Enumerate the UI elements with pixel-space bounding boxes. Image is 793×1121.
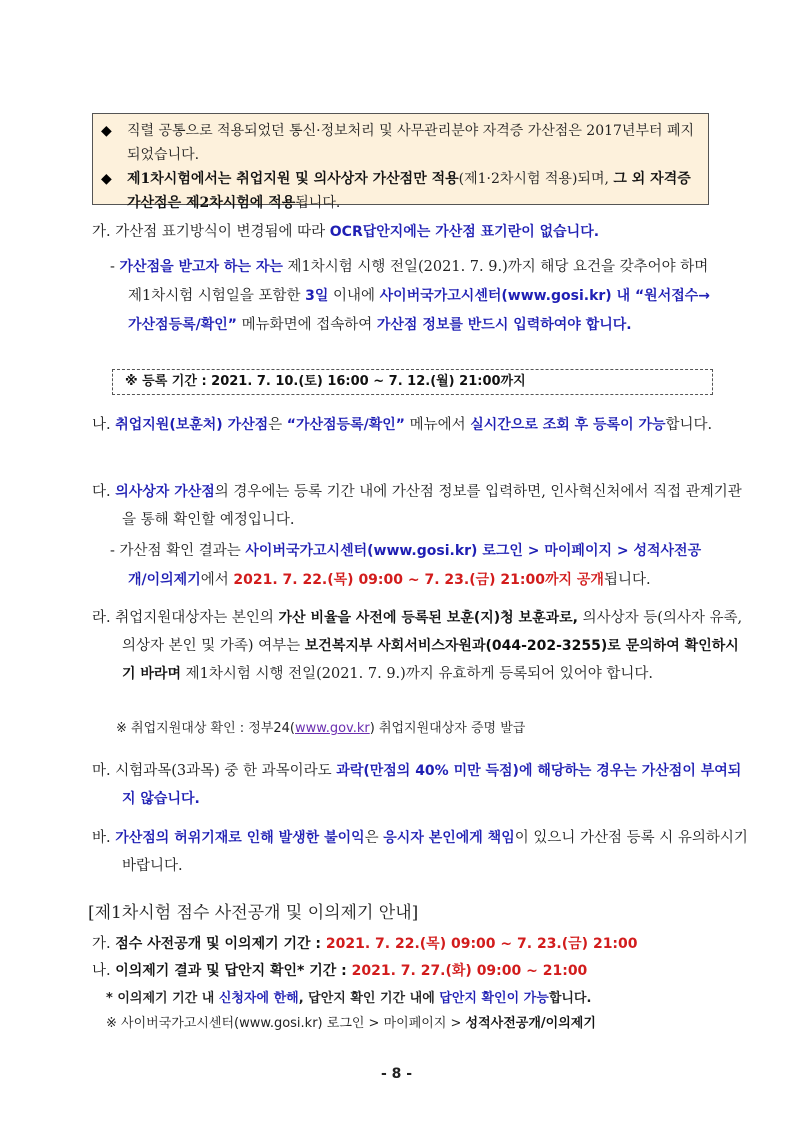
- note-text: 합니다.: [548, 991, 592, 1006]
- item-text: 가. 가산점 표기방식이 변경됨에 따라: [92, 224, 330, 240]
- item-text: 이내에: [328, 288, 380, 304]
- note-text: ※ 취업지원대상 확인 : 정부24(: [116, 721, 295, 736]
- item-text: 제1차시험 시행 전일(2021. 7. 9.)까지 유효하게 등록되어 있어야 합니다.: [180, 666, 653, 682]
- registration-period: ※ 등록 기간 : 2021. 7. 10.(토) 16:00 ~ 7. 12.(월) 21:00까지: [112, 369, 713, 395]
- diamond-bullet-icon: ◆: [101, 171, 112, 187]
- item-highlight: 실시간으로 조회 후 등록이 가능: [470, 417, 666, 433]
- section-note-1: [106, 988, 591, 1010]
- item-highlight: 가산점 정보를 반드시 입력하여야 합니다.: [376, 317, 632, 333]
- note-text: ) 취업지원대상자 증명 발급: [369, 721, 526, 736]
- notice-text: 직렬 공통으로 적용되었던 통신·정보처리 및 사무관리분야 자격증 가산점은 2017년부터 폐지되었습니다.: [127, 123, 694, 163]
- item-red-highlight: 2021. 7. 22.(목) 09:00 ~ 7. 23.(금) 21:00: [325, 936, 638, 952]
- gov-link[interactable]: www.gov.kr: [295, 721, 370, 736]
- section-title: [제1차시험 점수 사전공개 및 이의제기 안내]: [88, 903, 419, 923]
- item-text: 메뉴에서: [404, 417, 471, 433]
- item-ma: [92, 757, 748, 813]
- item-text: 메뉴화면에 접속하여: [236, 317, 377, 333]
- item-ba: [92, 824, 748, 880]
- item-highlight: 가산점의 허위기재로 인해 발생한 불이익: [115, 830, 365, 846]
- notice-text: (제1·2차시험 적용)되며,: [458, 171, 609, 187]
- item-text: 라. 취업지원대상자는 본인의: [92, 610, 279, 626]
- item-ra: [92, 604, 748, 688]
- note-text: , 답안지 확인 기간 내에: [298, 991, 440, 1006]
- item-highlight: 과락(만점의 40% 미만 득점)에 해당하는 경우는 가산점이 부여되지 않습니다.: [122, 763, 742, 807]
- section-item-ga: [92, 930, 718, 958]
- notice-bold-text: 그 외 자격증 가산점은 제2차시험에 적용: [127, 171, 691, 211]
- note-bold: 성적사전공개/이의제기: [465, 1016, 596, 1031]
- item-text: 됩니다.: [603, 572, 651, 588]
- note-highlight: 답안지 확인이 가능: [439, 991, 549, 1006]
- item-highlight: 3일: [305, 288, 329, 304]
- item-text: 의 경우에는 등록 기간 내에 가산점 정보를 입력하면, 인사혁신처에서 직접 관계기관을 통해 확인할 예정입니다.: [122, 484, 742, 528]
- item-ga: [92, 218, 748, 246]
- item-text: 마. 시험과목(3과목) 중 한 과목이라도: [92, 763, 337, 779]
- item-text: 나.: [92, 963, 116, 979]
- item-text: - 가산점 확인 결과는: [110, 543, 246, 559]
- section-item-na: [92, 957, 718, 985]
- item-bold: 가산 비율을 사전에 등록된 보훈(지)청 보훈과로,: [278, 610, 578, 626]
- item-text: 다.: [92, 484, 116, 500]
- item-ra-note: [116, 718, 525, 740]
- item-text: 합니다.: [665, 417, 713, 433]
- notice-text: 됩니다.: [295, 195, 341, 211]
- item-text: 의사상자 등(의사자 유족, 의상자 본인 및 가족) 여부는: [122, 610, 743, 654]
- item-bold: 이의제기 결과 및 답안지 확인* 기간 :: [115, 963, 352, 979]
- item-bold: 점수 사전공개 및 이의제기 기간 :: [115, 936, 326, 952]
- note-text: * 이의제기 기간 내: [106, 991, 219, 1006]
- item-highlight: “가산점등록/확인”: [286, 417, 405, 433]
- notice-bold-text: 제1차시험에서는 취업지원 및 의사상자 가산점만 적용: [127, 171, 459, 187]
- note-text: ※ 사이버국가고시센터(www.gosi.kr) 로그인 > 마이페이지 >: [106, 1016, 466, 1031]
- item-highlight: 가산점을 받고자 하는 자는: [119, 259, 283, 275]
- item-ga-sub: [110, 253, 718, 340]
- notice-box: [92, 113, 709, 211]
- item-bold: 보건복지부 사회서비스자원과(044-202-3255)로 문의하여 확인하시기 바라며: [122, 638, 739, 682]
- item-highlight: 사이버국가고시센터(www.gosi.kr) 내 “원서접수→가산점등록/확인”: [128, 288, 710, 333]
- notice-item: [101, 167, 700, 215]
- item-text: 에서: [200, 572, 234, 588]
- item-highlight: 취업지원(보훈처) 가산점: [115, 417, 269, 433]
- item-text: 제1차시험 시행 전일(2021. 7. 9.)까지 해당 요건을 갖추어야 하며 제1차시험 시험일을 포함한: [128, 259, 709, 304]
- item-highlight: 의사상자 가산점: [115, 484, 215, 500]
- item-da-sub: [110, 537, 718, 595]
- item-text: 가.: [92, 936, 116, 952]
- diamond-bullet-icon: ◆: [101, 123, 112, 139]
- item-na: [92, 411, 748, 439]
- item-text: 바.: [92, 830, 116, 846]
- item-red-highlight: 2021. 7. 27.(화) 09:00 ~ 21:00: [351, 963, 588, 979]
- item-highlight: 응시자 본인에게 책임: [383, 830, 515, 846]
- item-da: [92, 478, 748, 534]
- item-text: 나.: [92, 417, 116, 433]
- item-text: 은: [268, 417, 287, 433]
- item-red-highlight: 2021. 7. 22.(목) 09:00 ~ 7. 23.(금) 21:00까지 공개: [233, 572, 604, 588]
- item-text: 이 있으니 가산점 등록 시 유의하시기 바랍니다.: [122, 830, 748, 874]
- section-note-2: [106, 1013, 596, 1035]
- item-highlight: 사이버국가고시센터(www.gosi.kr) 로그인 > 마이페이지 > 성적사전공개/이의제기: [128, 543, 702, 588]
- page-number: - 8 -: [380, 1066, 413, 1082]
- notice-item: [101, 119, 700, 167]
- dash: -: [110, 259, 120, 275]
- item-text: 은: [364, 830, 384, 846]
- item-highlight: OCR답안지에는 가산점 표기란이 없습니다.: [329, 224, 600, 240]
- note-highlight: 신청자에 한해: [218, 991, 299, 1006]
